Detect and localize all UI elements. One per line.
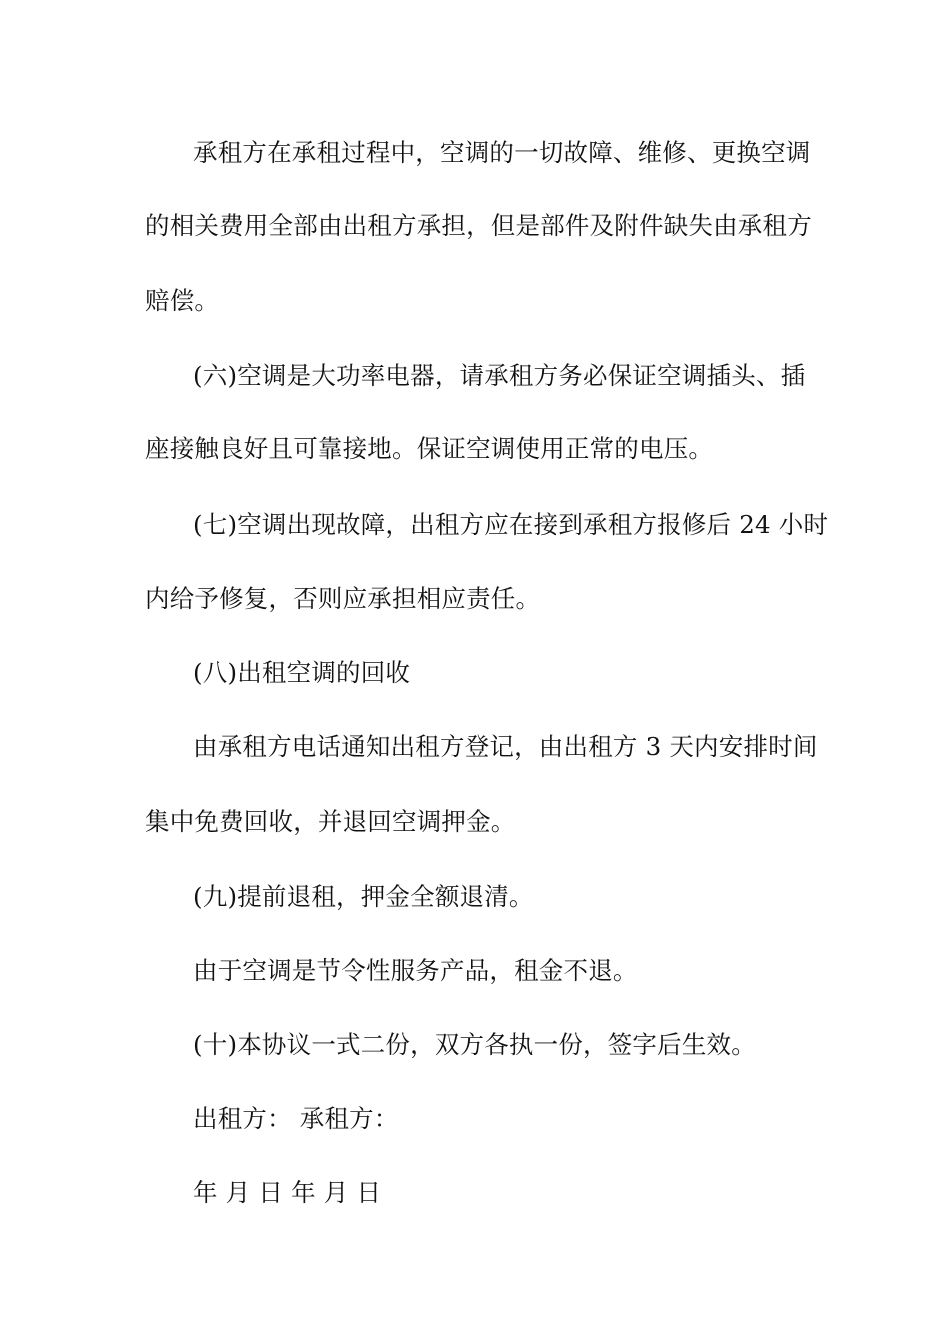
clause-10-line: (十)本协议一式二份，双方各执一份，签字后生效。 [193, 1030, 756, 1059]
clause-7-line-1: (七)空调出现故障，出租方应在接到承租方报修后 24 小时 [193, 510, 829, 539]
clause-6-line-1: (六)空调是大功率电器，请承租方务必保证空调插头、插 [193, 361, 806, 390]
rent-note-line: 由于空调是节令性服务产品，租金不退。 [193, 956, 638, 985]
signature-date-line: 年 月 日 年 月 日 [193, 1178, 382, 1207]
clause-9-line: (九)提前退租，押金全额退清。 [193, 882, 534, 911]
clause-8-heading: (八)出租空调的回收 [193, 658, 411, 687]
signature-parties-line: 出租方： 承租方： [193, 1104, 399, 1133]
paragraph-line-2: 的相关费用全部由出租方承担，但是部件及附件缺失由承租方 [145, 211, 812, 240]
clause-8-line-2: 集中免费回收，并退回空调押金。 [145, 807, 516, 836]
clause-8-line-1: 由承租方电话通知出租方登记，由出租方 3 天内安排时间 [193, 732, 818, 761]
clause-6-line-2: 座接触良好且可靠接地。保证空调使用正常的电压。 [145, 434, 714, 463]
paragraph-line-1: 承租方在承租过程中，空调的一切故障、维修、更换空调 [193, 138, 811, 167]
clause-7-line-2: 内给予修复，否则应承担相应责任。 [145, 584, 541, 613]
paragraph-line-3: 赔偿。 [145, 286, 220, 315]
